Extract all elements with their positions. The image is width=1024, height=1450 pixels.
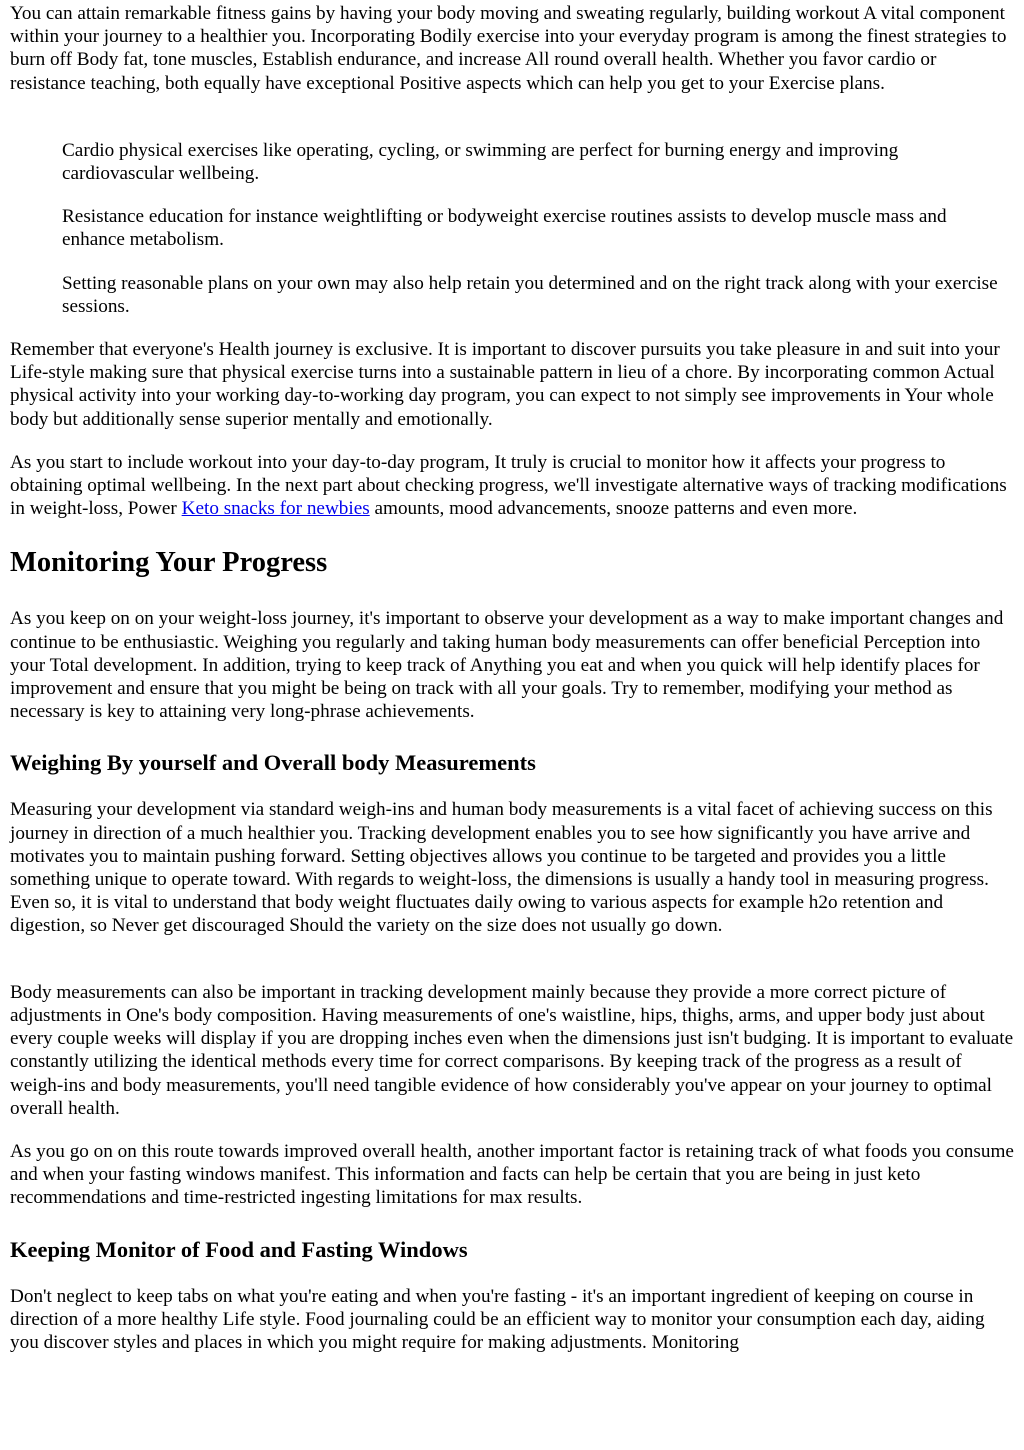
keto-snacks-link[interactable]: Keto snacks for newbies xyxy=(181,498,370,520)
list-item: Resistance education for instance weightlifting or bodyweight exercise routines assists to develop muscle mass and enhance metabolism. xyxy=(62,206,947,251)
weighing-paragraph: Measuring your development via standard weigh-ins and human body measurements is a vital facet of achieving success on this journey in direction of a much healthier you. Tracking development enables you to see how significantly you have arrive and motivates you to maintain pushing forward. Setting objectives allows you continue to be targeted and provides you a little something unique to operate toward. With regards to weight-loss, the dimensions is usually a handy tool in measuring progress. Even so, it is vital to understand that body weight fluctuates daily owing to various aspects for example h2o retention and digestion, so Never get discouraged Should the variety on the size does not usually go down. xyxy=(10,799,993,937)
heading-food-fasting: Keeping Monitor of Food and Fasting Windows xyxy=(10,1236,468,1262)
article xyxy=(0,2,1024,1354)
exercise-tips-list xyxy=(10,139,1014,318)
start-text-before: As you start to include workout into your day-to-day program, It truly is crucial to monitor how it affects your progress to obtaining optimal wellbeing. In the next part about checking progress, we'll investigate alternative ways of tracking modifications in weight-loss, Power xyxy=(10,451,1007,520)
start-workout-paragraph xyxy=(10,451,1014,521)
heading-monitoring-progress: Monitoring Your Progress xyxy=(10,547,328,579)
intro-paragraph: You can attain remarkable fitness gains by having your body moving and sweating regularly, building workout A vital component within your journey to a healthier you. Incorporating Bodily exercise into your everyday program is among the finest strategies to burn off Body fat, tone muscles, Establish endurance, and increase All round overall health. Whether you favor cardio or resistance teaching, both equally have exceptional Positive aspects which can help you get to your Exercise plans. xyxy=(10,3,1007,94)
remember-paragraph: Remember that everyone's Health journey is exclusive. It is important to discover pursuits you take pleasure in and suit into your Life-style making sure that physical exercise turns into a sustainable pattern in lieu of a chore. By incorporating common Actual physical activity into your working day-to-working day program, you can expect to not simply see improvements in Your whole body but additionally sense superior mentally and emotionally. xyxy=(10,339,1000,430)
list-item: Cardio physical exercises like operating, cycling, or swimming are perfect for burning energy and improving cardiovascular wellbeing. xyxy=(62,139,899,185)
heading-weighing: Weighing By yourself and Overall body Measurements xyxy=(10,750,536,776)
monitoring-paragraph: As you keep on on your weight-loss journey, it's important to observe your development as a way to make important changes and continue to be enthusiastic. Weighing you regularly and taking human body measurements can offer beneficial Perception into your Total development. In addition, trying to keep track of Anything you eat and when you quick will help identify places for improvement and ensure that you might be being on track with all your goals. Try to remember, modifying your method as necessary is key to attaining very long-phrase achievements. xyxy=(10,608,1004,723)
start-text-after: amounts, mood advancements, snooze patterns and even more. xyxy=(369,498,858,520)
food-paragraph: Don't neglect to keep tabs on what you're eating and when you're fasting - it's an important ingredient of keeping on course in direction of a more healthy Life style. Food journaling could be an efficient way to monitor your consumption each day, aiding you discover styles and places in which you might require for making adjustments. Monitoring xyxy=(10,1285,985,1353)
route-paragraph: As you go on on this route towards improved overall health, another important factor is retaining track of what foods you consume and when your fasting windows manifest. This information and facts can help be certain that you are being in just keto recommendations and time-restricted ingesting limitations for max results. xyxy=(10,1140,1014,1209)
body-measurements-paragraph: Body measurements can also be important in tracking development mainly because they provide a more correct picture of adjustments in One's body composition. Having measurements of one's waistline, hips, thighs, arms, and upper body just about every couple weeks will display if you are dropping inches even when the dimensions just isn't budging. It is important to evaluate constantly utilizing the identical methods every time for correct comparisons. By keeping track of the progress as a result of weigh-ins and body measurements, you'll need tangible evidence of how considerably you've appear on your journey to optimal overall health. xyxy=(10,981,1014,1119)
list-item: Setting reasonable plans on your own may also help retain you determined and on the right track along with your exercise sessions. xyxy=(62,272,998,317)
